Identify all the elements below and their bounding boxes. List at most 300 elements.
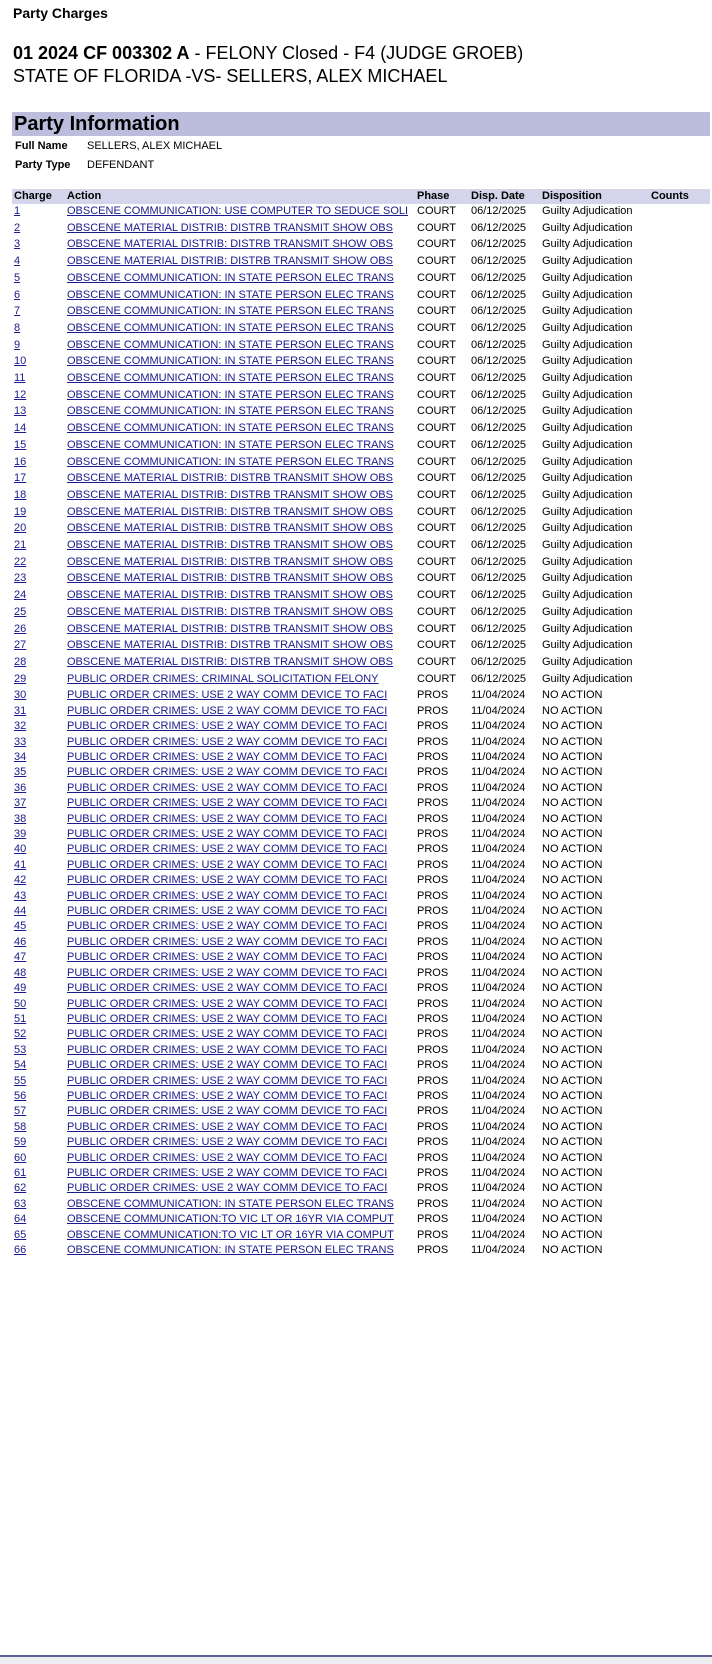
action-cell <box>65 505 415 522</box>
table-row <box>12 388 710 405</box>
action-link[interactable]: PUBLIC ORDER CRIMES: USE 2 WAY COMM DEVICE TO FACI <box>67 1182 388 1195</box>
charge-number-link[interactable]: 62 <box>14 1182 27 1195</box>
charge-number-link[interactable]: 60 <box>14 1151 27 1164</box>
disposition-cell: NO ACTION <box>542 951 603 964</box>
action-link[interactable]: PUBLIC ORDER CRIMES: USE 2 WAY COMM DEVICE TO FACI <box>67 704 388 717</box>
charge-cell <box>12 781 65 796</box>
action-cell <box>65 1104 415 1119</box>
action-link[interactable]: PUBLIC ORDER CRIMES: USE 2 WAY COMM DEVICE TO FACI <box>67 1059 388 1072</box>
disposition-cell: NO ACTION <box>542 889 603 902</box>
action-link[interactable]: OBSCENE COMMUNICATION: IN STATE PERSON ELEC TRANS <box>67 288 394 301</box>
action-cell <box>65 1012 415 1027</box>
charge-cell <box>12 571 65 588</box>
charge-number-link[interactable]: 32 <box>14 720 27 733</box>
action-link[interactable]: OBSCENE COMMUNICATION: IN STATE PERSON ELEC TRANS <box>67 1197 394 1210</box>
disp-date-cell: 11/04/2024 <box>471 1244 526 1257</box>
action-link[interactable]: OBSCENE MATERIAL DISTRIB: DISTRB TRANSMIT SHOW OBS <box>67 655 393 668</box>
charge-cell <box>12 812 65 827</box>
charge-number-link[interactable]: 54 <box>14 1059 27 1072</box>
disposition-cell: NO ACTION <box>542 704 603 717</box>
action-link[interactable]: OBSCENE MATERIAL DISTRIB: DISTRB TRANSMIT SHOW OBS <box>67 589 393 602</box>
charge-number-link[interactable]: 27 <box>14 639 27 652</box>
table-row <box>12 750 710 765</box>
counts-cell <box>649 271 710 288</box>
action-link[interactable]: OBSCENE COMMUNICATION: IN STATE PERSON ELEC TRANS <box>67 422 394 435</box>
charge-cell <box>12 605 65 622</box>
action-link[interactable]: OBSCENE COMMUNICATION: IN STATE PERSON ELEC TRANS <box>67 455 394 468</box>
charge-number-link[interactable]: 13 <box>14 405 27 418</box>
table-row <box>12 371 710 388</box>
disp-date-cell: 11/04/2024 <box>471 1074 526 1087</box>
disp-date-cell: 11/04/2024 <box>471 1089 526 1102</box>
counts-cell <box>649 1074 710 1089</box>
action-link[interactable]: PUBLIC ORDER CRIMES: USE 2 WAY COMM DEVICE TO FACI <box>67 720 388 733</box>
action-link[interactable]: PUBLIC ORDER CRIMES: USE 2 WAY COMM DEVICE TO FACI <box>67 1012 388 1025</box>
action-link[interactable]: OBSCENE COMMUNICATION: IN STATE PERSON ELEC TRANS <box>67 405 394 418</box>
action-link[interactable]: PUBLIC ORDER CRIMES: USE 2 WAY COMM DEVICE TO FACI <box>67 920 388 933</box>
charge-number-link[interactable]: 2 <box>14 221 21 234</box>
action-cell <box>65 588 415 605</box>
counts-cell <box>649 354 710 371</box>
table-row <box>12 904 710 919</box>
action-link[interactable]: OBSCENE COMMUNICATION: IN STATE PERSON ELEC TRANS <box>67 372 394 385</box>
phase-cell: COURT <box>417 555 456 568</box>
phase-cell: PROS <box>417 1166 449 1179</box>
phase-cell: COURT <box>417 455 456 468</box>
table-row <box>12 1089 710 1104</box>
action-link[interactable]: PUBLIC ORDER CRIMES: USE 2 WAY COMM DEVICE TO FACI <box>67 797 388 810</box>
table-row <box>12 1043 710 1058</box>
action-link[interactable]: PUBLIC ORDER CRIMES: USE 2 WAY COMM DEVICE TO FACI <box>67 951 388 964</box>
counts-cell <box>649 421 710 438</box>
charge-number-link[interactable]: 23 <box>14 572 27 585</box>
action-link[interactable]: OBSCENE MATERIAL DISTRIB: DISTRB TRANSMIT SHOW OBS <box>67 539 393 552</box>
charge-number-link[interactable]: 38 <box>14 812 27 825</box>
phase-cell: PROS <box>417 1120 449 1133</box>
action-link[interactable]: OBSCENE MATERIAL DISTRIB: DISTRB TRANSMIT SHOW OBS <box>67 622 393 635</box>
charge-number-link[interactable]: 50 <box>14 997 27 1010</box>
table-row <box>12 1120 710 1135</box>
disposition-cell: NO ACTION <box>542 1244 603 1257</box>
action-link[interactable]: OBSCENE MATERIAL DISTRIB: DISTRB TRANSMIT SHOW OBS <box>67 221 393 234</box>
header-disposition: Disposition <box>540 189 649 204</box>
disposition-cell: Guilty Adjudication <box>542 321 633 334</box>
disposition-cell: NO ACTION <box>542 997 603 1010</box>
charge-number-link[interactable]: 1 <box>14 205 21 217</box>
action-link[interactable]: PUBLIC ORDER CRIMES: USE 2 WAY COMM DEVICE TO FACI <box>67 689 388 702</box>
counts-cell <box>649 966 710 981</box>
table-row <box>12 488 710 505</box>
charge-number-link[interactable]: 29 <box>14 672 27 685</box>
disposition-cell: Guilty Adjudication <box>542 589 633 602</box>
disposition-cell: Guilty Adjudication <box>542 622 633 635</box>
disp-date-cell: 11/04/2024 <box>471 1120 526 1133</box>
disp-date-cell: 11/04/2024 <box>471 1059 526 1072</box>
action-link[interactable]: PUBLIC ORDER CRIMES: USE 2 WAY COMM DEVICE TO FACI <box>67 1166 388 1179</box>
action-link[interactable]: OBSCENE COMMUNICATION: IN STATE PERSON ELEC TRANS <box>67 1244 394 1257</box>
party-type-value: DEFENDANT <box>87 159 155 171</box>
action-link[interactable]: PUBLIC ORDER CRIMES: USE 2 WAY COMM DEVICE TO FACI <box>67 843 388 856</box>
table-row <box>12 605 710 622</box>
disposition-cell: NO ACTION <box>542 1120 603 1133</box>
disp-date-cell: 06/12/2025 <box>471 522 527 535</box>
action-cell <box>65 455 415 472</box>
charge-number-link[interactable]: 56 <box>14 1089 27 1102</box>
charge-number-link[interactable]: 20 <box>14 522 27 535</box>
disp-date-cell: 11/04/2024 <box>471 1136 526 1149</box>
action-link[interactable]: PUBLIC ORDER CRIMES: USE 2 WAY COMM DEVICE TO FACI <box>67 1043 388 1056</box>
action-link[interactable]: OBSCENE MATERIAL DISTRIB: DISTRB TRANSMIT SHOW OBS <box>67 639 393 652</box>
charge-cell <box>12 966 65 981</box>
charge-number-link[interactable]: 26 <box>14 622 27 635</box>
action-link[interactable]: PUBLIC ORDER CRIMES: USE 2 WAY COMM DEVICE TO FACI <box>67 966 388 979</box>
action-cell <box>65 388 415 405</box>
table-row <box>12 471 710 488</box>
table-row <box>12 571 710 588</box>
phase-cell: PROS <box>417 982 449 995</box>
disp-date-cell: 06/12/2025 <box>471 405 527 418</box>
action-cell <box>65 1197 415 1212</box>
action-link[interactable]: OBSCENE COMMUNICATION: IN STATE PERSON ELEC TRANS <box>67 355 394 368</box>
phase-cell: PROS <box>417 1012 449 1025</box>
disposition-cell: NO ACTION <box>542 751 603 764</box>
table-row <box>12 1197 710 1212</box>
action-cell <box>65 950 415 965</box>
action-link[interactable]: OBSCENE MATERIAL DISTRIB: DISTRB TRANSMIT SHOW OBS <box>67 238 393 251</box>
counts-cell <box>649 765 710 780</box>
charge-number-link[interactable]: 47 <box>14 951 27 964</box>
counts-cell <box>649 237 710 254</box>
charge-cell <box>12 704 65 719</box>
charge-number-link[interactable]: 34 <box>14 751 27 764</box>
disp-date-cell: 11/04/2024 <box>471 1228 526 1241</box>
charge-number-link[interactable]: 30 <box>14 689 27 702</box>
charge-number-link[interactable]: 57 <box>14 1105 27 1118</box>
disp-date-cell: 06/12/2025 <box>471 455 527 468</box>
counts-cell <box>649 688 710 703</box>
charge-number-link[interactable]: 6 <box>14 288 21 301</box>
table-row <box>12 321 710 338</box>
charge-number-link[interactable]: 14 <box>14 422 27 435</box>
charge-number-link[interactable]: 15 <box>14 438 27 451</box>
action-link[interactable]: PUBLIC ORDER CRIMES: USE 2 WAY COMM DEVICE TO FACI <box>67 766 388 779</box>
charge-number-link[interactable]: 39 <box>14 828 27 841</box>
charge-number-link[interactable]: 52 <box>14 1028 27 1041</box>
phase-cell: PROS <box>417 874 449 887</box>
table-row <box>12 1074 710 1089</box>
counts-cell <box>649 827 710 842</box>
phase-cell: COURT <box>417 255 456 268</box>
disposition-cell: Guilty Adjudication <box>542 372 633 385</box>
charge-number-link[interactable]: 64 <box>14 1213 27 1226</box>
counts-cell <box>649 1089 710 1104</box>
charge-number-link[interactable]: 25 <box>14 605 27 618</box>
charge-number-link[interactable]: 8 <box>14 321 21 334</box>
action-link[interactable]: PUBLIC ORDER CRIMES: USE 2 WAY COMM DEVICE TO FACI <box>67 982 388 995</box>
action-link[interactable]: OBSCENE COMMUNICATION:TO VIC LT OR 16YR VIA COMPUT <box>67 1228 394 1241</box>
phase-cell: PROS <box>417 735 449 748</box>
disposition-cell: Guilty Adjudication <box>542 205 633 217</box>
disp-date-cell: 11/04/2024 <box>471 735 526 748</box>
action-link[interactable]: PUBLIC ORDER CRIMES: USE 2 WAY COMM DEVICE TO FACI <box>67 751 388 764</box>
disposition-cell: Guilty Adjudication <box>542 455 633 468</box>
action-cell <box>65 421 415 438</box>
action-link[interactable]: PUBLIC ORDER CRIMES: USE 2 WAY COMM DEVICE TO FACI <box>67 905 388 918</box>
action-link[interactable]: OBSCENE COMMUNICATION: IN STATE PERSON ELEC TRANS <box>67 438 394 451</box>
charge-number-link[interactable]: 21 <box>14 539 27 552</box>
phase-cell: COURT <box>417 305 456 318</box>
counts-cell <box>649 655 710 672</box>
disposition-cell: NO ACTION <box>542 966 603 979</box>
table-row <box>12 827 710 842</box>
charge-number-link[interactable]: 19 <box>14 505 27 518</box>
action-link[interactable]: OBSCENE MATERIAL DISTRIB: DISTRB TRANSMIT SHOW OBS <box>67 522 393 535</box>
table-row <box>12 1058 710 1073</box>
table-row <box>12 919 710 934</box>
charge-cell <box>12 904 65 919</box>
action-link[interactable]: OBSCENE MATERIAL DISTRIB: DISTRB TRANSMIT SHOW OBS <box>67 605 393 618</box>
charge-number-link[interactable]: 22 <box>14 555 27 568</box>
charge-number-link[interactable]: 9 <box>14 338 21 351</box>
charge-number-link[interactable]: 10 <box>14 355 27 368</box>
disposition-cell: NO ACTION <box>542 1182 603 1195</box>
action-cell <box>65 271 415 288</box>
charge-number-link[interactable]: 66 <box>14 1244 27 1257</box>
action-link[interactable]: PUBLIC ORDER CRIMES: USE 2 WAY COMM DEVICE TO FACI <box>67 874 388 887</box>
action-cell <box>65 858 415 873</box>
charge-cell <box>12 935 65 950</box>
action-cell <box>65 404 415 421</box>
action-link[interactable]: OBSCENE MATERIAL DISTRIB: DISTRB TRANSMIT SHOW OBS <box>67 472 393 485</box>
charge-cell <box>12 796 65 811</box>
action-link[interactable]: OBSCENE COMMUNICATION: IN STATE PERSON ELEC TRANS <box>67 305 394 318</box>
charge-cell <box>12 221 65 238</box>
action-cell <box>65 321 415 338</box>
charge-number-link[interactable]: 17 <box>14 472 27 485</box>
charge-number-link[interactable]: 36 <box>14 781 27 794</box>
phase-cell: PROS <box>417 751 449 764</box>
disp-date-cell: 11/04/2024 <box>471 1213 526 1226</box>
action-cell <box>65 812 415 827</box>
action-link[interactable]: OBSCENE COMMUNICATION: IN STATE PERSON ELEC TRANS <box>67 321 394 334</box>
header-disp-date: Disp. Date <box>469 189 540 204</box>
action-link[interactable]: OBSCENE COMMUNICATION: IN STATE PERSON ELEC TRANS <box>67 388 394 401</box>
phase-cell: PROS <box>417 1074 449 1087</box>
disp-date-cell: 06/12/2025 <box>471 488 527 501</box>
disposition-cell: NO ACTION <box>542 1136 603 1149</box>
charge-number-link[interactable]: 59 <box>14 1136 27 1149</box>
action-link[interactable]: OBSCENE COMMUNICATION: USE COMPUTER TO SEDUCE SOLI <box>67 205 409 217</box>
charge-number-link[interactable]: 35 <box>14 766 27 779</box>
disp-date-cell: 11/04/2024 <box>471 843 526 856</box>
charge-cell <box>12 889 65 904</box>
disposition-cell: Guilty Adjudication <box>542 672 633 685</box>
action-link[interactable]: PUBLIC ORDER CRIMES: USE 2 WAY COMM DEVICE TO FACI <box>67 781 388 794</box>
action-link[interactable]: OBSCENE MATERIAL DISTRIB: DISTRB TRANSMIT SHOW OBS <box>67 555 393 568</box>
charge-cell <box>12 1228 65 1243</box>
counts-cell <box>649 221 710 238</box>
table-row <box>12 735 710 750</box>
disp-date-cell: 06/12/2025 <box>471 655 527 668</box>
disp-date-cell: 11/04/2024 <box>471 951 526 964</box>
table-row <box>12 1181 710 1196</box>
action-link[interactable]: OBSCENE MATERIAL DISTRIB: DISTRB TRANSMIT SHOW OBS <box>67 488 393 501</box>
disposition-cell: Guilty Adjudication <box>542 355 633 368</box>
charge-number-link[interactable]: 48 <box>14 966 27 979</box>
action-link[interactable]: OBSCENE COMMUNICATION: IN STATE PERSON ELEC TRANS <box>67 271 394 284</box>
charge-number-link[interactable]: 18 <box>14 488 27 501</box>
charge-number-link[interactable]: 42 <box>14 874 27 887</box>
charge-number-link[interactable]: 12 <box>14 388 27 401</box>
charge-number-link[interactable]: 40 <box>14 843 27 856</box>
phase-cell: PROS <box>417 812 449 825</box>
disp-date-cell: 11/04/2024 <box>471 751 526 764</box>
disp-date-cell: 11/04/2024 <box>471 720 526 733</box>
table-row <box>12 765 710 780</box>
action-link[interactable]: PUBLIC ORDER CRIMES: USE 2 WAY COMM DEVICE TO FACI <box>67 1028 388 1041</box>
disposition-cell: Guilty Adjudication <box>542 539 633 552</box>
charge-number-link[interactable]: 37 <box>14 797 27 810</box>
action-link[interactable]: PUBLIC ORDER CRIMES: USE 2 WAY COMM DEVICE TO FACI <box>67 1105 388 1118</box>
action-cell <box>65 672 415 689</box>
charge-number-link[interactable]: 49 <box>14 982 27 995</box>
charge-number-link[interactable]: 61 <box>14 1166 27 1179</box>
charge-cell <box>12 1089 65 1104</box>
counts-cell <box>649 505 710 522</box>
action-link[interactable]: PUBLIC ORDER CRIMES: USE 2 WAY COMM DEVICE TO FACI <box>67 1120 388 1133</box>
table-row <box>12 873 710 888</box>
charge-number-link[interactable]: 33 <box>14 735 27 748</box>
charge-number-link[interactable]: 63 <box>14 1197 27 1210</box>
charge-cell <box>12 1074 65 1089</box>
charge-number-link[interactable]: 58 <box>14 1120 27 1133</box>
counts-cell <box>649 1043 710 1058</box>
counts-cell <box>649 388 710 405</box>
charge-number-link[interactable]: 43 <box>14 889 27 902</box>
disp-date-cell: 06/12/2025 <box>471 589 527 602</box>
disp-date-cell: 06/12/2025 <box>471 238 527 251</box>
action-link[interactable]: PUBLIC ORDER CRIMES: CRIMINAL SOLICITATION FELONY <box>67 672 379 685</box>
action-link[interactable]: PUBLIC ORDER CRIMES: USE 2 WAY COMM DEVICE TO FACI <box>67 1074 388 1087</box>
action-cell <box>65 1181 415 1196</box>
disposition-cell: NO ACTION <box>542 735 603 748</box>
action-link[interactable]: PUBLIC ORDER CRIMES: USE 2 WAY COMM DEVICE TO FACI <box>67 1089 388 1102</box>
counts-cell <box>649 735 710 750</box>
charge-number-link[interactable]: 41 <box>14 858 27 871</box>
charge-number-link[interactable]: 28 <box>14 655 27 668</box>
charge-number-link[interactable]: 53 <box>14 1043 27 1056</box>
action-link[interactable]: PUBLIC ORDER CRIMES: USE 2 WAY COMM DEVICE TO FACI <box>67 828 388 841</box>
charge-cell <box>12 588 65 605</box>
charge-number-link[interactable]: 5 <box>14 271 21 284</box>
table-row <box>12 1166 710 1181</box>
table-row <box>12 438 710 455</box>
phase-cell: COURT <box>417 672 456 685</box>
disp-date-cell: 11/04/2024 <box>471 689 526 702</box>
action-cell <box>65 966 415 981</box>
action-cell <box>65 655 415 672</box>
charge-cell <box>12 919 65 934</box>
charge-number-link[interactable]: 16 <box>14 455 27 468</box>
disp-date-cell: 11/04/2024 <box>471 920 526 933</box>
charge-number-link[interactable]: 24 <box>14 589 27 602</box>
charge-cell <box>12 455 65 472</box>
charge-cell <box>12 505 65 522</box>
table-row <box>12 1027 710 1042</box>
action-link[interactable]: PUBLIC ORDER CRIMES: USE 2 WAY COMM DEVICE TO FACI <box>67 812 388 825</box>
table-row <box>12 555 710 572</box>
charge-number-link[interactable]: 44 <box>14 905 27 918</box>
charge-number-link[interactable]: 4 <box>14 255 21 268</box>
table-row <box>12 1228 710 1243</box>
full-name-label: Full Name <box>15 140 68 152</box>
charge-cell <box>12 304 65 321</box>
action-cell <box>65 221 415 238</box>
action-link[interactable]: PUBLIC ORDER CRIMES: USE 2 WAY COMM DEVICE TO FACI <box>67 997 388 1010</box>
charge-number-link[interactable]: 3 <box>14 238 21 251</box>
charge-number-link[interactable]: 55 <box>14 1074 27 1087</box>
phase-cell: PROS <box>417 781 449 794</box>
header-phase: Phase <box>415 189 469 204</box>
action-link[interactable]: PUBLIC ORDER CRIMES: USE 2 WAY COMM DEVICE TO FACI <box>67 858 388 871</box>
charge-number-link[interactable]: 31 <box>14 704 27 717</box>
action-link[interactable]: PUBLIC ORDER CRIMES: USE 2 WAY COMM DEVICE TO FACI <box>67 1151 388 1164</box>
counts-cell <box>649 254 710 271</box>
charge-number-link[interactable]: 11 <box>14 372 26 385</box>
action-link[interactable]: PUBLIC ORDER CRIMES: USE 2 WAY COMM DEVICE TO FACI <box>67 935 388 948</box>
action-cell <box>65 605 415 622</box>
action-link[interactable]: OBSCENE MATERIAL DISTRIB: DISTRB TRANSMIT SHOW OBS <box>67 505 393 518</box>
disp-date-cell: 11/04/2024 <box>471 781 526 794</box>
disposition-cell: Guilty Adjudication <box>542 488 633 501</box>
counts-cell <box>649 538 710 555</box>
counts-cell <box>649 321 710 338</box>
action-link[interactable]: OBSCENE COMMUNICATION: IN STATE PERSON ELEC TRANS <box>67 338 394 351</box>
action-link[interactable]: OBSCENE COMMUNICATION:TO VIC LT OR 16YR VIA COMPUT <box>67 1213 394 1226</box>
phase-cell: PROS <box>417 1028 449 1041</box>
table-row <box>12 688 710 703</box>
action-link[interactable]: PUBLIC ORDER CRIMES: USE 2 WAY COMM DEVICE TO FACI <box>67 889 388 902</box>
action-cell <box>65 889 415 904</box>
counts-cell <box>649 588 710 605</box>
disp-date-cell: 11/04/2024 <box>471 997 526 1010</box>
phase-cell: COURT <box>417 472 456 485</box>
action-link[interactable]: OBSCENE MATERIAL DISTRIB: DISTRB TRANSMIT SHOW OBS <box>67 255 393 268</box>
charge-cell <box>12 338 65 355</box>
charge-number-link[interactable]: 7 <box>14 305 21 318</box>
action-link[interactable]: PUBLIC ORDER CRIMES: USE 2 WAY COMM DEVICE TO FACI <box>67 1136 388 1149</box>
charge-cell <box>12 1104 65 1119</box>
table-row <box>12 338 710 355</box>
table-row <box>12 404 710 421</box>
table-row <box>12 455 710 472</box>
action-cell <box>65 1228 415 1243</box>
disposition-cell: Guilty Adjudication <box>542 639 633 652</box>
charge-number-link[interactable]: 45 <box>14 920 27 933</box>
disp-date-cell: 11/04/2024 <box>471 704 526 717</box>
disposition-cell: NO ACTION <box>542 905 603 918</box>
action-link[interactable]: PUBLIC ORDER CRIMES: USE 2 WAY COMM DEVICE TO FACI <box>67 735 388 748</box>
charge-number-link[interactable]: 51 <box>14 1012 27 1025</box>
charge-number-link[interactable]: 65 <box>14 1228 27 1241</box>
counts-cell <box>649 1012 710 1027</box>
charge-cell <box>12 672 65 689</box>
phase-cell: COURT <box>417 572 456 585</box>
action-link[interactable]: OBSCENE MATERIAL DISTRIB: DISTRB TRANSMIT SHOW OBS <box>67 572 393 585</box>
table-row <box>12 812 710 827</box>
charge-number-link[interactable]: 46 <box>14 935 27 948</box>
table-row <box>12 538 710 555</box>
